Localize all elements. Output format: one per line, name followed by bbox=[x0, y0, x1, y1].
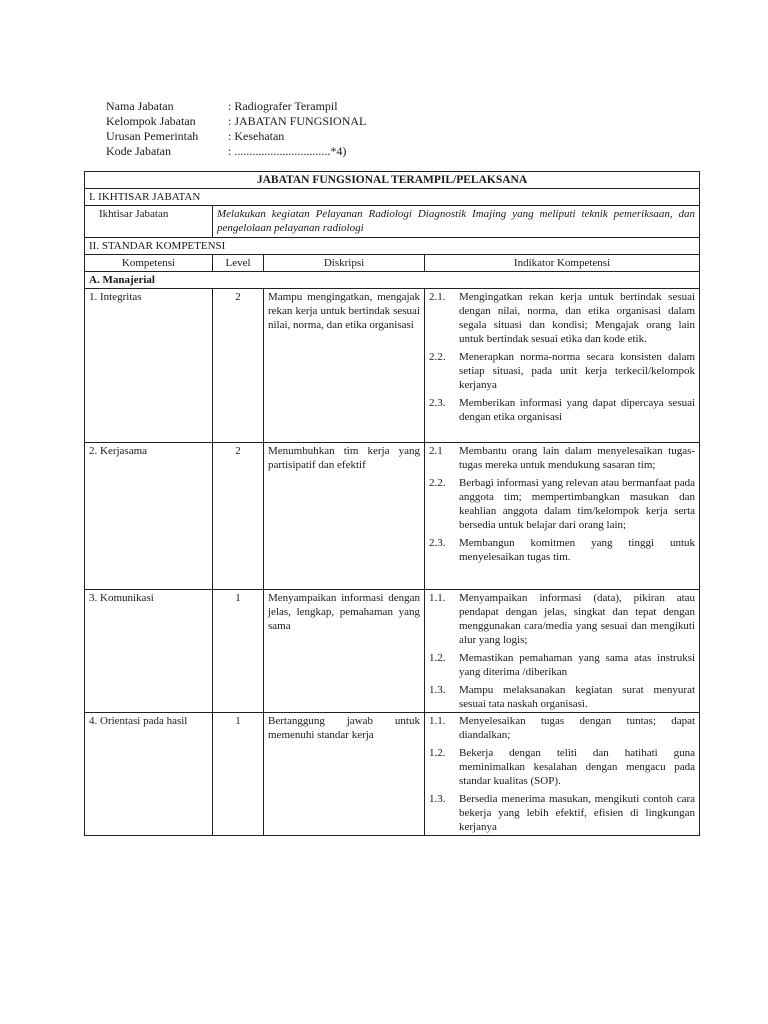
diskripsi-cell: Menumbuhkan tim kerja yang partisipatif dan efektif bbox=[264, 443, 425, 590]
indikator-item bbox=[429, 746, 695, 788]
table-title: JABATAN FUNGSIONAL TERAMPIL/PELAKSANA bbox=[85, 172, 700, 189]
header-label: Kode Jabatan bbox=[106, 144, 171, 158]
header-value: : ................................*4) bbox=[228, 144, 347, 158]
indikator-item bbox=[429, 444, 695, 472]
header-row-kelompok-jabatan bbox=[106, 114, 366, 129]
indikator-item bbox=[429, 290, 695, 346]
indikator-number: 2.2. bbox=[429, 351, 446, 363]
header-value: : JABATAN FUNGSIONAL bbox=[228, 114, 367, 128]
indikator-item bbox=[429, 683, 695, 711]
subsection-manajerial: A. Manajerial bbox=[85, 272, 700, 289]
column-header-level: Level bbox=[213, 255, 264, 272]
indikator-item bbox=[429, 396, 695, 424]
header-row-nama-jabatan bbox=[106, 99, 366, 114]
header-label: Kelompok Jabatan bbox=[106, 114, 196, 128]
indikator-item bbox=[429, 536, 695, 564]
ikhtisar-label: Ikhtisar Jabatan bbox=[85, 206, 213, 238]
indikator-number: 2.1. bbox=[429, 291, 446, 303]
indikator-cell bbox=[425, 590, 700, 713]
header-value: : Kesehatan bbox=[228, 129, 285, 143]
competency-table bbox=[84, 171, 700, 836]
indikator-number: 1.2. bbox=[429, 652, 446, 664]
indikator-text: Membantu orang lain dalam menyelesaikan tugas-tugas mereka untuk mendukung sasaran tim; bbox=[459, 445, 696, 471]
indikator-number: 2.3. bbox=[429, 397, 446, 409]
section-standar-kompetensi-heading: II. STANDAR KOMPETENSI bbox=[85, 238, 700, 255]
header-row-kode-jabatan bbox=[106, 144, 366, 159]
indikator-number: 2.1 bbox=[429, 445, 443, 457]
header-value: : Radiografer Terampil bbox=[228, 99, 338, 113]
indikator-number: 1.1. bbox=[429, 715, 446, 727]
indikator-cell bbox=[425, 713, 700, 836]
diskripsi-cell: Menyampaikan informasi dengan jelas, lengkap, pemahaman yang sama bbox=[264, 590, 425, 713]
kompetensi-cell: 3. Komunikasi bbox=[85, 590, 213, 713]
indikator-number: 1.2. bbox=[429, 747, 446, 759]
indikator-item bbox=[429, 476, 695, 532]
table-row bbox=[85, 289, 700, 443]
indikator-cell bbox=[425, 289, 700, 443]
section-ikhtisar-heading: I. IKHTISAR JABATAN bbox=[85, 189, 700, 206]
diskripsi-cell: Mampu mengingatkan, mengajak rekan kerja untuk bertindak sesuai nilai, norma, dan etika organisasi bbox=[264, 289, 425, 443]
diskripsi-cell: Bertanggung jawab untuk memenuhi standar kerja bbox=[264, 713, 425, 836]
indikator-text: Bekerja dengan teliti dan hatihati guna meminimalkan kesalahan dengan mengacu pada standar kualitas (SOP). bbox=[459, 747, 696, 787]
kompetensi-cell: 1. Integritas bbox=[85, 289, 213, 443]
indikator-number: 2.2. bbox=[429, 477, 446, 489]
indikator-number: 1.3. bbox=[429, 793, 446, 805]
indikator-item bbox=[429, 651, 695, 679]
indikator-number: 1.3. bbox=[429, 684, 446, 696]
column-header-diskripsi: Diskripsi bbox=[264, 255, 425, 272]
indikator-number: 2.3. bbox=[429, 537, 446, 549]
header-row-urusan-pemerintah bbox=[106, 129, 366, 144]
indikator-item bbox=[429, 792, 695, 834]
level-cell: 2 bbox=[213, 443, 264, 590]
level-cell: 1 bbox=[213, 713, 264, 836]
indikator-item bbox=[429, 714, 695, 742]
indikator-text: Memberikan informasi yang dapat dipercaya sesuai dengan etika organisasi bbox=[459, 397, 696, 423]
ikhtisar-text: Melakukan kegiatan Pelayanan Radiologi Diagnostik Imajing yang meliputi teknik pemeriksaan, dan pengelolaan pelayanan radiologi bbox=[213, 206, 700, 238]
indikator-text: Bersedia menerima masukan, mengikuti contoh cara bekerja yang lebih efektif, efisien di lingkungan kerjanya bbox=[459, 793, 696, 833]
column-header-indikator: Indikator Kompetensi bbox=[425, 255, 700, 272]
indikator-text: Mengingatkan rekan kerja untuk bertindak sesuai dengan nilai, norma, dan etika organisasi dalam segala situasi dan kondisi; Mengajak orang lain untuk bertindak sesuai etika dan kode etik. bbox=[459, 291, 696, 345]
level-cell: 1 bbox=[213, 590, 264, 713]
indikator-text: Membangun komitmen yang tinggi untuk menyelesaikan tugas tim. bbox=[459, 537, 696, 563]
indikator-cell bbox=[425, 443, 700, 590]
table-row bbox=[85, 443, 700, 590]
indikator-text: Menerapkan norma-norma secara konsisten dalam setiap situasi, pada unit kerja terkecil/kelompok kerjanya bbox=[459, 351, 696, 391]
table-row bbox=[85, 713, 700, 836]
indikator-text: Memastikan pemahaman yang sama atas instruksi yang diterima /diberikan bbox=[459, 652, 696, 678]
indikator-text: Menyampaikan informasi (data), pikiran atau pendapat dengan jelas, singkat dan tepat dengan menggunakan cara/media yang sesuai dan mengikuti alur yang logis; bbox=[459, 592, 696, 646]
column-header-kompetensi: Kompetensi bbox=[85, 255, 213, 272]
table-row bbox=[85, 590, 700, 713]
kompetensi-cell: 2. Kerjasama bbox=[85, 443, 213, 590]
level-cell: 2 bbox=[213, 289, 264, 443]
indikator-item bbox=[429, 350, 695, 392]
indikator-text: Mampu melaksanakan kegiatan surat menyurat sesuai tata naskah organisasi. bbox=[459, 684, 696, 710]
indikator-number: 1.1. bbox=[429, 592, 446, 604]
kompetensi-cell: 4. Orientasi pada hasil bbox=[85, 713, 213, 836]
header-label: Urusan Pemerintah bbox=[106, 129, 199, 143]
indikator-text: Berbagi informasi yang relevan atau bermanfaat pada anggota tim; mempertimbangkan masukan dan keahlian anggota dalam tim/kelompok kerja serta bersedia untuk belajar dari orang lain; bbox=[459, 477, 696, 531]
indikator-item bbox=[429, 591, 695, 647]
header-label: Nama Jabatan bbox=[106, 99, 174, 113]
indikator-text: Menyelesaikan tugas dengan tuntas; dapat diandalkan; bbox=[459, 715, 696, 741]
document-header bbox=[106, 99, 366, 159]
